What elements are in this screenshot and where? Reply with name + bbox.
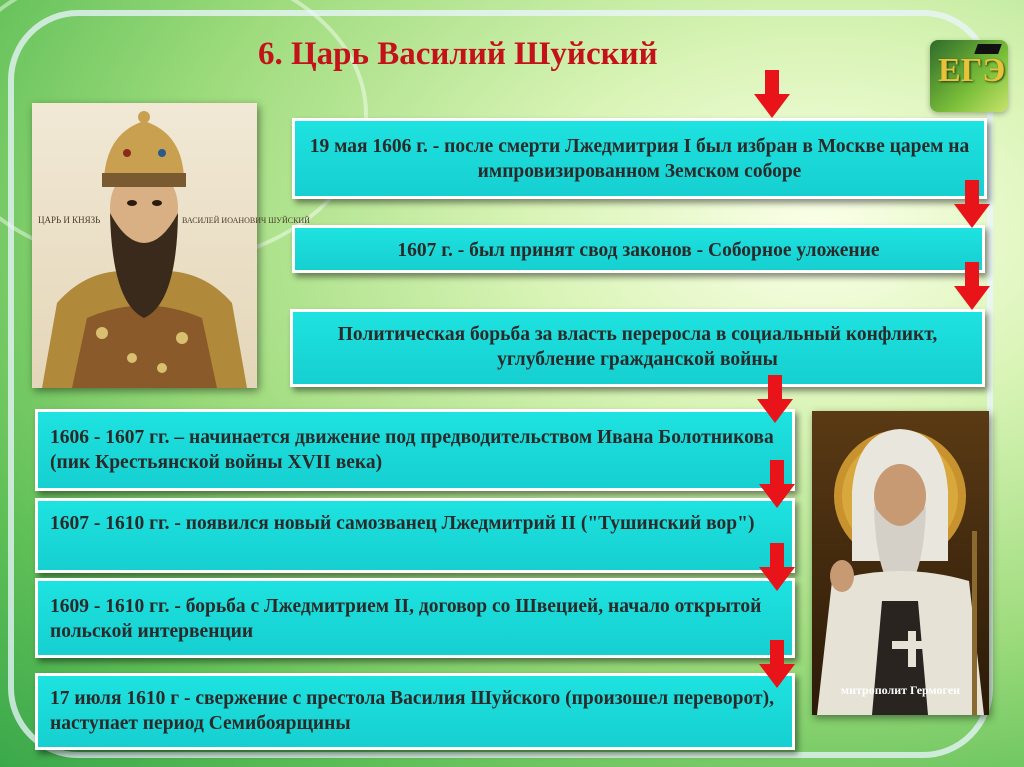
down-arrow-icon — [952, 180, 992, 228]
hermogen-icon-image — [812, 411, 989, 715]
down-arrow-icon — [755, 375, 795, 423]
logo-text: ЕГЭ — [938, 52, 1006, 89]
down-arrow-icon — [757, 640, 797, 688]
down-arrow-icon — [757, 543, 797, 591]
event-box-6: 1609 - 1610 гг. - борьба с Лжедмитрием II, договор со Швецией, начало открытой польской интервенции — [35, 578, 795, 658]
down-arrow-icon — [757, 460, 797, 508]
event-box-5: 1607 - 1610 гг. - появился новый самозванец Лжедмитрий II ("Тушинский вор") — [35, 498, 795, 573]
event-box-3: Политическая борьба за власть переросла в социальный конфликт, углубление гражданской войны — [290, 309, 985, 387]
portrait-inscription-right: ВАСИЛЕЙ ИОАНОВИЧ ШУЙСКИЙ — [182, 216, 310, 225]
ege-logo — [930, 40, 1008, 112]
event-box-4: 1606 - 1607 гг. – начинается движение под предводительством Ивана Болотникова (пик Крестьянской войны XVII века) — [35, 409, 795, 491]
tsar-illustration — [32, 103, 310, 388]
portrait-inscription-left: ЦАРЬ И КНЯЗЬ — [38, 215, 101, 225]
down-arrow-icon — [952, 262, 992, 310]
event-box-1: 19 мая 1606 г. - после смерти Лжедмитрия I был избран в Москве царем на импровизированном Земском соборе — [292, 118, 987, 199]
down-arrow-icon — [752, 70, 792, 118]
slide-title: 6. Царь Василий Шуйский — [258, 36, 658, 72]
tsar-vasily-portrait — [32, 103, 310, 388]
hermogen-illustration — [812, 411, 989, 715]
event-box-7: 17 июля 1610 г - свержение с престола Василия Шуйского (произошел переворот), наступает период Семибоярщины — [35, 673, 795, 750]
event-box-2: 1607 г. - был принят свод законов - Соборное уложение — [292, 225, 985, 273]
hermogen-caption: митрополит Гермоген — [840, 683, 961, 697]
